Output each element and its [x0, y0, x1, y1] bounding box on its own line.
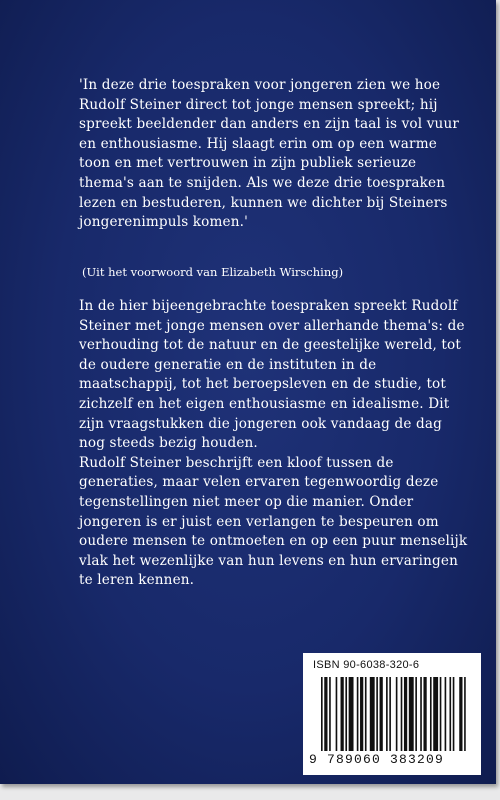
barcode-bar [376, 677, 378, 751]
barcode-bar [420, 677, 422, 751]
barcode-bar [464, 677, 466, 751]
barcode-bar [396, 677, 398, 751]
barcode-digits: 9 789060 383209 [309, 752, 445, 767]
quote-source: (Uit het voorwoord van Elizabeth Wirsching) [82, 265, 344, 279]
barcode-bar [321, 677, 323, 751]
barcode-bar [415, 677, 417, 751]
quote-paragraph: 'In deze drie toespraken voor jongeren zien we hoe Rudolf Steiner direct tot jonge mensen spreekt; hij spreekt beeldender dan anders en zijn taal is vol vuur en enthousiasme. Hij slaagt erin om op een warme toon en met vertrouwen in zijn publiek serieuze thema's aan te snijden. Als we deze drie toespraken lezen en bestuderen, kunnen we dichter bij Steiners jongerenimpuls komen.' [79, 77, 460, 231]
barcode-bar [370, 677, 375, 751]
barcode-bar [341, 677, 344, 751]
blurb-paragraph-1: In de hier bijeengebrachte toespraken spreekt Rudolf Steiner met jonge mensen over allerhande thema's: de verhouding tot de natuur en de geestelijke wereld, tot de oudere generatie en de instituten in de maatschappij, tot het beroepsleven en de studie, tot zichzelf en het eigen enthousiasme en idealisme. Dit zijn vraagstukken die jongeren ook vandaag de dag nog steeds bezig houden. [79, 298, 465, 452]
barcode-bar [459, 677, 462, 751]
barcode-bar [430, 677, 432, 751]
barcode-bar [349, 677, 354, 751]
barcode-bar [433, 677, 438, 751]
barcode-bar [445, 677, 447, 751]
barcode-bar [345, 677, 347, 751]
barcode-bar [360, 677, 363, 751]
barcode-bar [380, 677, 383, 751]
isbn-label: ISBN 90-6038-320-6 [313, 659, 420, 671]
barcode-bar [329, 677, 331, 751]
blurb-paragraph-2: Rudolf Steiner beschrijft een kloof tussen de generaties, maar velen ervaren tegenwoordig deze tegenstellingen niet meer op die manier. Onder jongeren is er juist een verlangen te bespeuren om oudere mensen te ontmoeten en op een puur menselijk vlak het wezenlijke van hun levens en hun ervaringen te leren kennen. [79, 454, 468, 589]
blurb-block [79, 297, 469, 591]
barcode-bars-icon [321, 677, 469, 751]
barcode-box [303, 653, 481, 775]
barcode-bar [389, 677, 391, 751]
quote-block [79, 76, 459, 233]
barcode-bar [404, 677, 407, 751]
barcode-bar [449, 677, 451, 751]
barcode-bar [386, 677, 388, 751]
barcode-bar [440, 677, 442, 751]
barcode-bar [336, 677, 338, 751]
barcode-bar [357, 677, 359, 751]
barcode-bar [401, 677, 403, 751]
barcode-bar [365, 677, 367, 751]
barcode-bar [324, 677, 327, 751]
barcode-bar [423, 677, 426, 751]
barcode-bar [453, 677, 455, 751]
barcode-bar [409, 677, 414, 751]
